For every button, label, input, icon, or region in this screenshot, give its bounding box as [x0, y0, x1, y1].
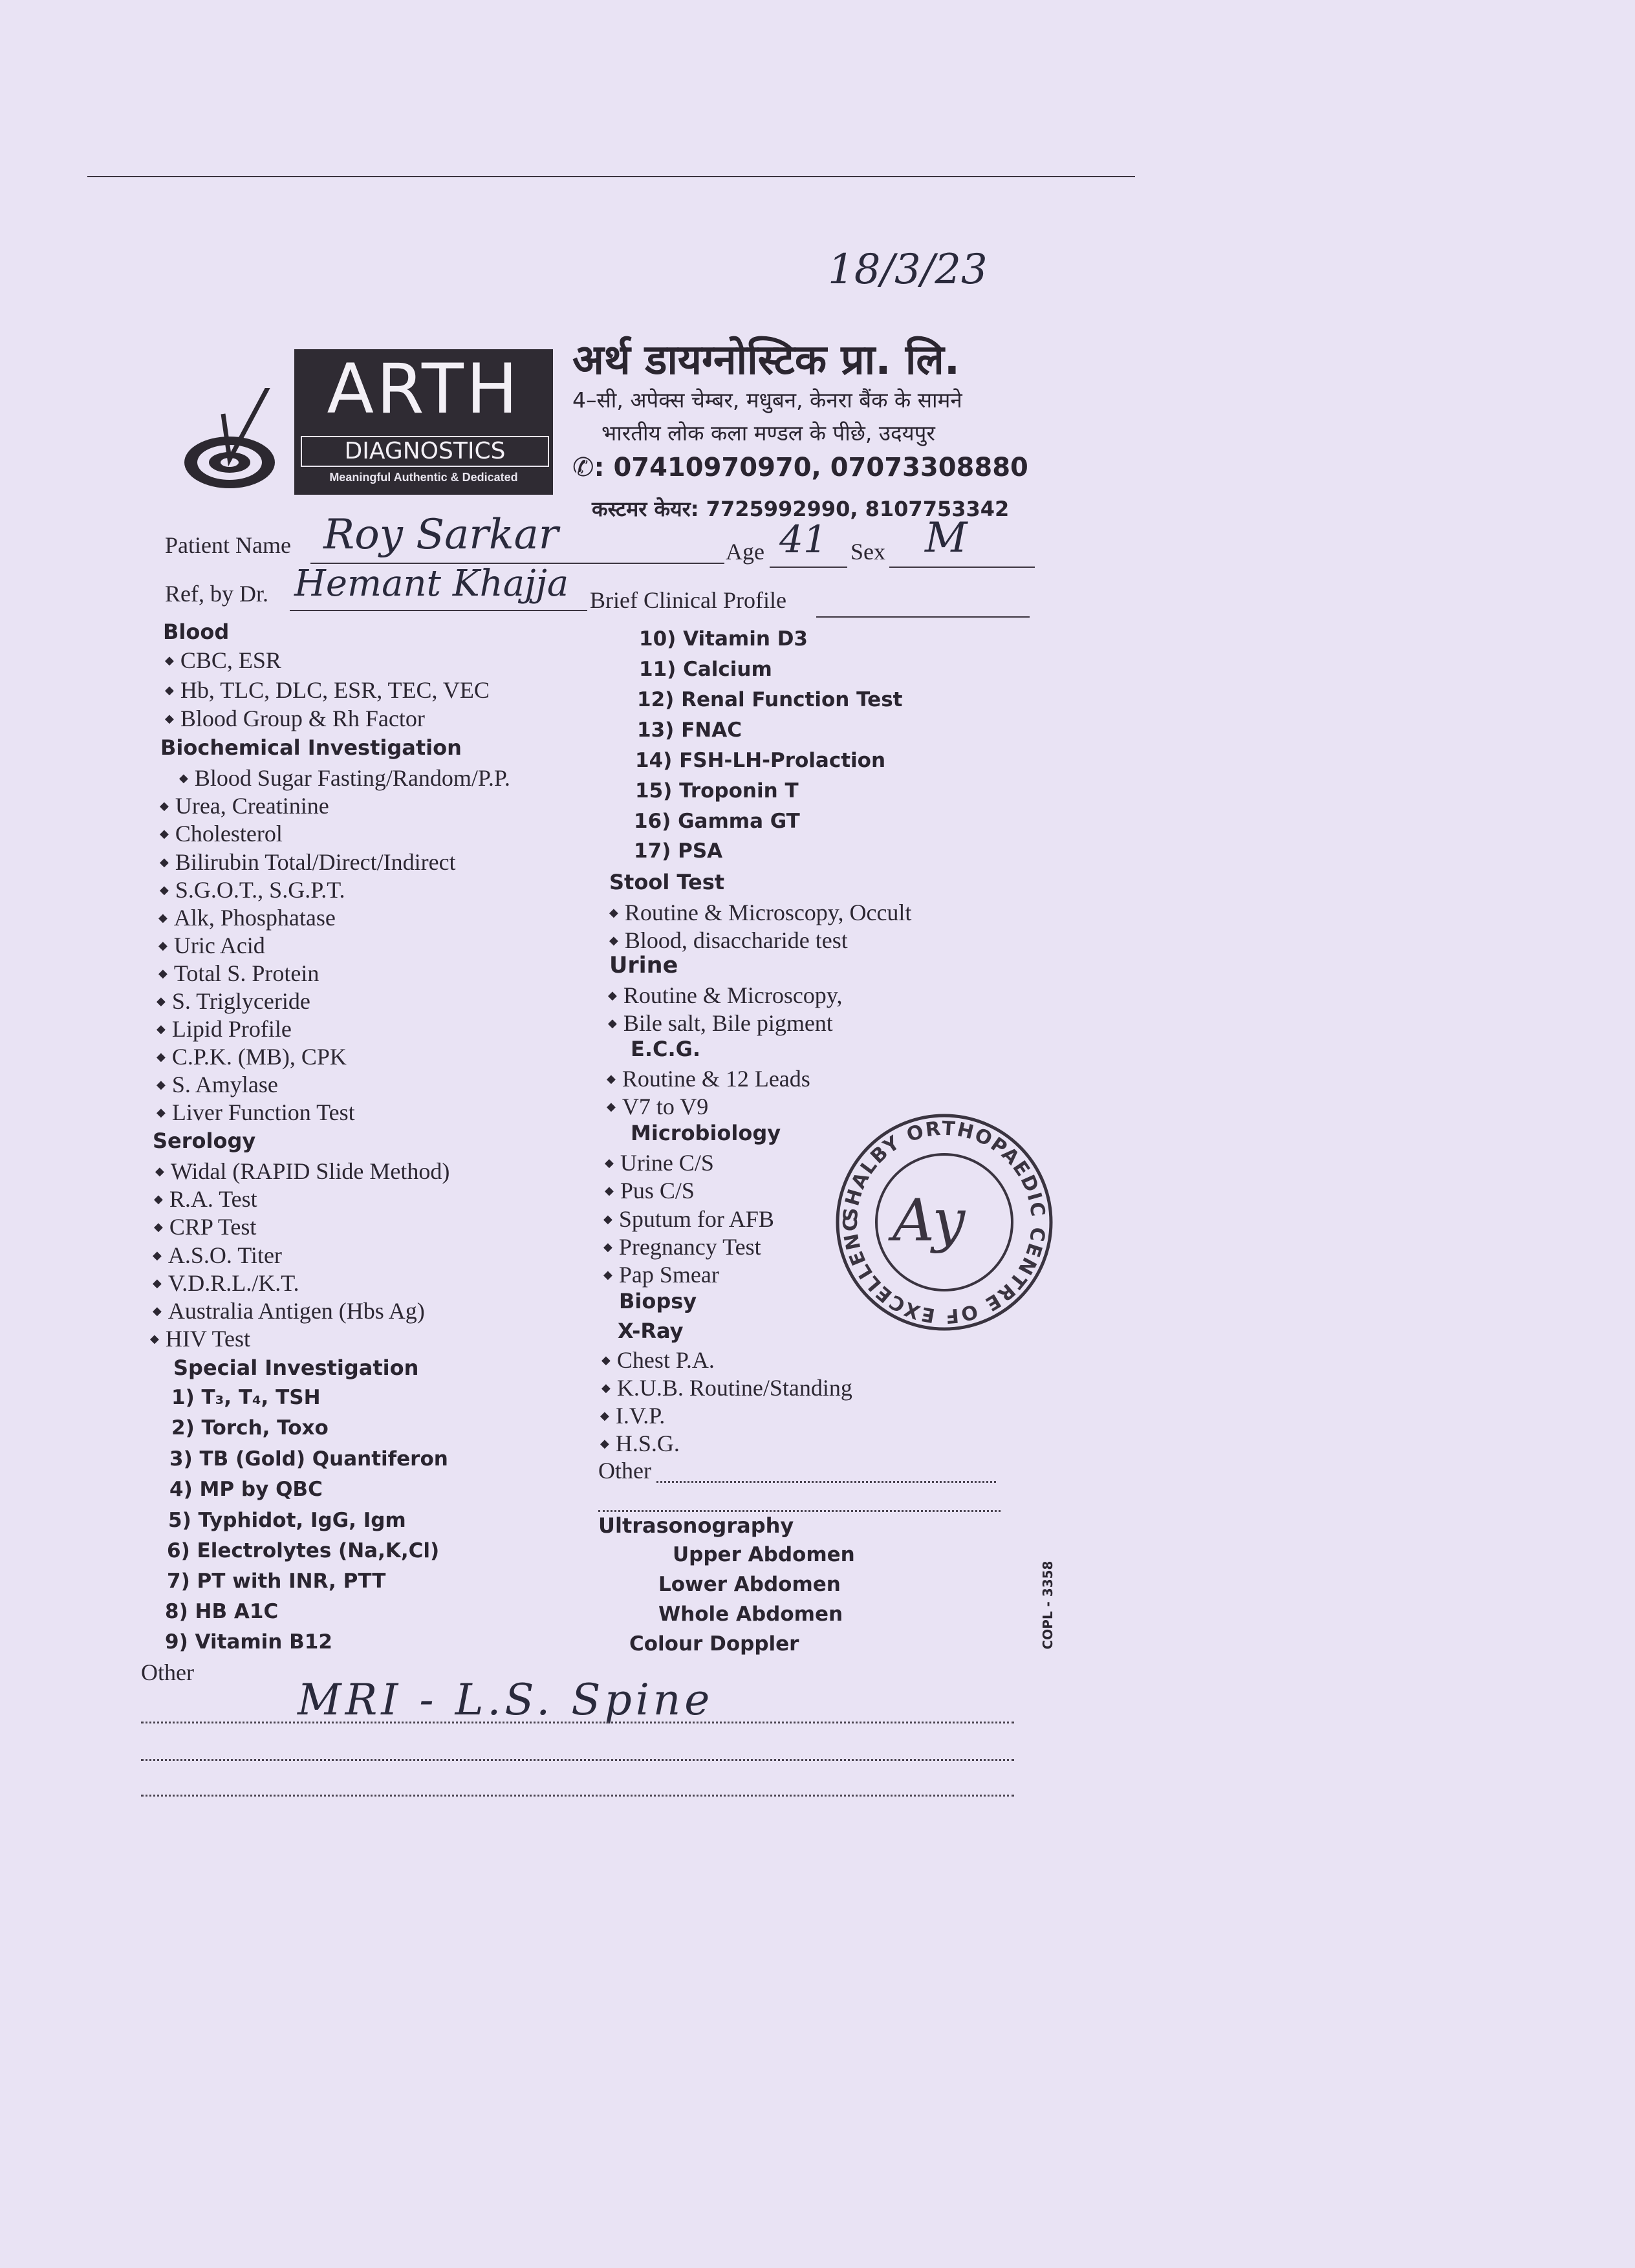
serology-item: ◆ Australia Antigen (Hbs Ag) [153, 1297, 425, 1324]
xray-item: ◆ Chest P.A. [601, 1346, 715, 1374]
special-item: 17) PSA [634, 839, 723, 863]
special-item: 14) FSH-LH-Prolaction [635, 749, 886, 772]
micro-item: ◆ Sputum for AFB [603, 1205, 774, 1233]
bio-item: ◆ Bilirubin Total/Direct/Indirect [160, 848, 456, 876]
ultrasonography-heading: Ultrasonography [598, 1513, 794, 1538]
special-investigation-heading: Special Investigation [173, 1355, 419, 1380]
footer-dotline [141, 1795, 1014, 1797]
bio-item: ◆ S. Triglyceride [157, 988, 310, 1015]
micro-item: ◆ Pap Smear [603, 1261, 719, 1288]
target-logo-icon [178, 388, 307, 517]
phone-icon: ✆ [572, 453, 594, 482]
address-line1: 4–सी, अपेक्स चेम्बर, मधुबन, केनरा बैंक के सामने [572, 387, 962, 413]
special-item: 11) Calcium [639, 658, 772, 681]
serology-item: ◆ HIV Test [150, 1325, 250, 1352]
stamp-text: SHALBY ORTHOPAEDIC CENTRE OF EXCELLENC [839, 1117, 1050, 1328]
special-item: 10) Vitamin D3 [639, 627, 808, 651]
urine-item: ◆ Bile salt, Bile pigment [608, 1010, 833, 1037]
bio-item: ◆ Urea, Creatinine [160, 792, 329, 819]
serology-heading: Serology [153, 1129, 256, 1153]
blood-heading: Blood [163, 620, 230, 644]
bio-item: ◆ Lipid Profile [157, 1015, 292, 1042]
clinical-profile-line [816, 616, 1030, 618]
xray-item: ◆ H.S.G. [600, 1430, 680, 1457]
ecg-heading: E.C.G. [631, 1037, 701, 1061]
micro-item: ◆ Pus C/S [605, 1177, 695, 1204]
special-item: 5) Typhidot, IgG, Igm [168, 1509, 406, 1532]
usg-item: Upper Abdomen [673, 1543, 855, 1566]
sex-line [889, 567, 1035, 568]
ecg-item: ◆ V7 to V9 [607, 1093, 708, 1120]
biopsy-heading: Biopsy [619, 1289, 697, 1313]
special-item: 2) Torch, Toxo [171, 1416, 329, 1440]
logo-sub: DIAGNOSTICS [301, 436, 549, 467]
serology-item: ◆ V.D.R.L./K.T. [153, 1269, 299, 1297]
footer-dotline [141, 1722, 1014, 1723]
sex-value[interactable]: M [925, 514, 968, 562]
logo-box [294, 349, 553, 495]
micro-item: ◆ Urine C/S [605, 1149, 714, 1176]
micro-item: ◆ Pregnancy Test [603, 1233, 761, 1260]
other-dotline [656, 1481, 996, 1483]
special-item: 1) T₃, T₄, TSH [171, 1386, 321, 1409]
clinical-profile-label: Brief Clinical Profile [590, 587, 786, 613]
usg-item: Colour Doppler [629, 1632, 799, 1656]
other-dotline [598, 1510, 1001, 1512]
urine-heading: Urine [609, 953, 678, 978]
serology-item: ◆ A.S.O. Titer [153, 1242, 282, 1269]
patient-name-value[interactable]: Roy Sarkar [323, 511, 559, 559]
special-item: 13) FNAC [637, 718, 742, 742]
logo-brand: ARTH [327, 349, 521, 429]
stool-item: ◆ Routine & Microscopy, Occult [609, 899, 911, 926]
xray-heading: X-Ray [618, 1319, 684, 1343]
serology-item: ◆ Widal (RAPID Slide Method) [155, 1158, 449, 1185]
special-item: 8) HB A1C [165, 1600, 279, 1623]
special-item: 7) PT with INR, PTT [167, 1570, 386, 1593]
hindi-company-name: अर्थ डायग्नोस्टिक प्रा. लि. [572, 336, 960, 384]
xray-item: ◆ I.V.P. [600, 1402, 665, 1429]
phone-numbers: : 07410970970, 07073308880 [594, 453, 1028, 482]
xray-item: ◆ K.U.B. Routine/Standing [601, 1374, 852, 1401]
bio-item: ◆ C.P.K. (MB), CPK [157, 1043, 347, 1070]
bio-item: ◆ S.G.O.T., S.G.P.T. [160, 876, 345, 903]
usg-item: Lower Abdomen [658, 1573, 841, 1596]
bio-item: ◆ S. Amylase [157, 1071, 278, 1098]
shalby-stamp [831, 1109, 1057, 1335]
special-item: 15) Troponin T [635, 779, 799, 803]
serology-item: ◆ CRP Test [154, 1213, 256, 1240]
patient-name-label: Patient Name [165, 532, 291, 558]
other-label-footer: Other [141, 1659, 194, 1685]
stamp-signature: Ay [893, 1187, 966, 1255]
phone-line [572, 453, 1028, 482]
ref-doctor-label: Ref, by Dr. [165, 581, 268, 607]
special-item: 16) Gamma GT [634, 810, 800, 833]
special-item: 9) Vitamin B12 [165, 1630, 332, 1654]
stool-heading: Stool Test [609, 870, 725, 894]
serology-item: ◆ R.A. Test [154, 1185, 257, 1213]
age-value[interactable]: 41 [779, 517, 827, 561]
top-rule [87, 176, 1135, 177]
biochemical-heading: Biochemical Investigation [160, 735, 462, 760]
footer-dotline [141, 1759, 1014, 1761]
blood-item: ◆ CBC, ESR [165, 647, 281, 674]
blood-item: ◆ Blood Group & Rh Factor [165, 705, 425, 732]
special-item: 12) Renal Function Test [637, 688, 903, 711]
ref-doctor-line [290, 610, 587, 611]
handwritten-date: 18/3/23 [828, 246, 988, 294]
customer-care: कस्टमर केयर: 7725992990, 8107753342 [592, 497, 1010, 521]
bio-item: ◆ Blood Sugar Fasting/Random/P.P. [179, 764, 510, 792]
ecg-item: ◆ Routine & 12 Leads [607, 1065, 810, 1092]
bio-item: ◆ Alk, Phosphatase [158, 904, 336, 931]
bio-item: ◆ Total S. Protein [158, 960, 319, 987]
blood-item: ◆ Hb, TLC, DLC, ESR, TEC, VEC [165, 676, 490, 704]
age-label: Age [726, 539, 764, 565]
bio-item: ◆ Cholesterol [160, 820, 283, 847]
sex-label: Sex [850, 539, 885, 565]
other-value-footer[interactable]: MRI - L.S. Spine [298, 1675, 714, 1725]
special-item: 6) Electrolytes (Na,K,Cl) [167, 1539, 440, 1562]
special-item: 3) TB (Gold) Quantiferon [169, 1447, 448, 1471]
bio-item: ◆ Uric Acid [158, 932, 265, 959]
usg-item: Whole Abdomen [658, 1603, 843, 1626]
stool-item: ◆ Blood, disaccharide test [609, 927, 848, 954]
special-item: 4) MP by QBC [169, 1478, 323, 1501]
copl-code: COPL - 3358 [1040, 1561, 1056, 1650]
microbiology-heading: Microbiology [631, 1121, 781, 1145]
address-line2: भारतीय लोक कला मण्डल के पीछे, उदयपुर [601, 420, 935, 446]
age-line [770, 567, 847, 568]
ref-doctor-value[interactable]: Hemant Khajja [294, 563, 569, 605]
logo-tagline: Meaningful Authentic & Dedicated [329, 471, 518, 484]
urine-item: ◆ Routine & Microscopy, [608, 982, 842, 1009]
bio-item: ◆ Liver Function Test [157, 1099, 355, 1126]
arth-logo [178, 349, 553, 495]
other-label-right: Other [598, 1458, 651, 1484]
